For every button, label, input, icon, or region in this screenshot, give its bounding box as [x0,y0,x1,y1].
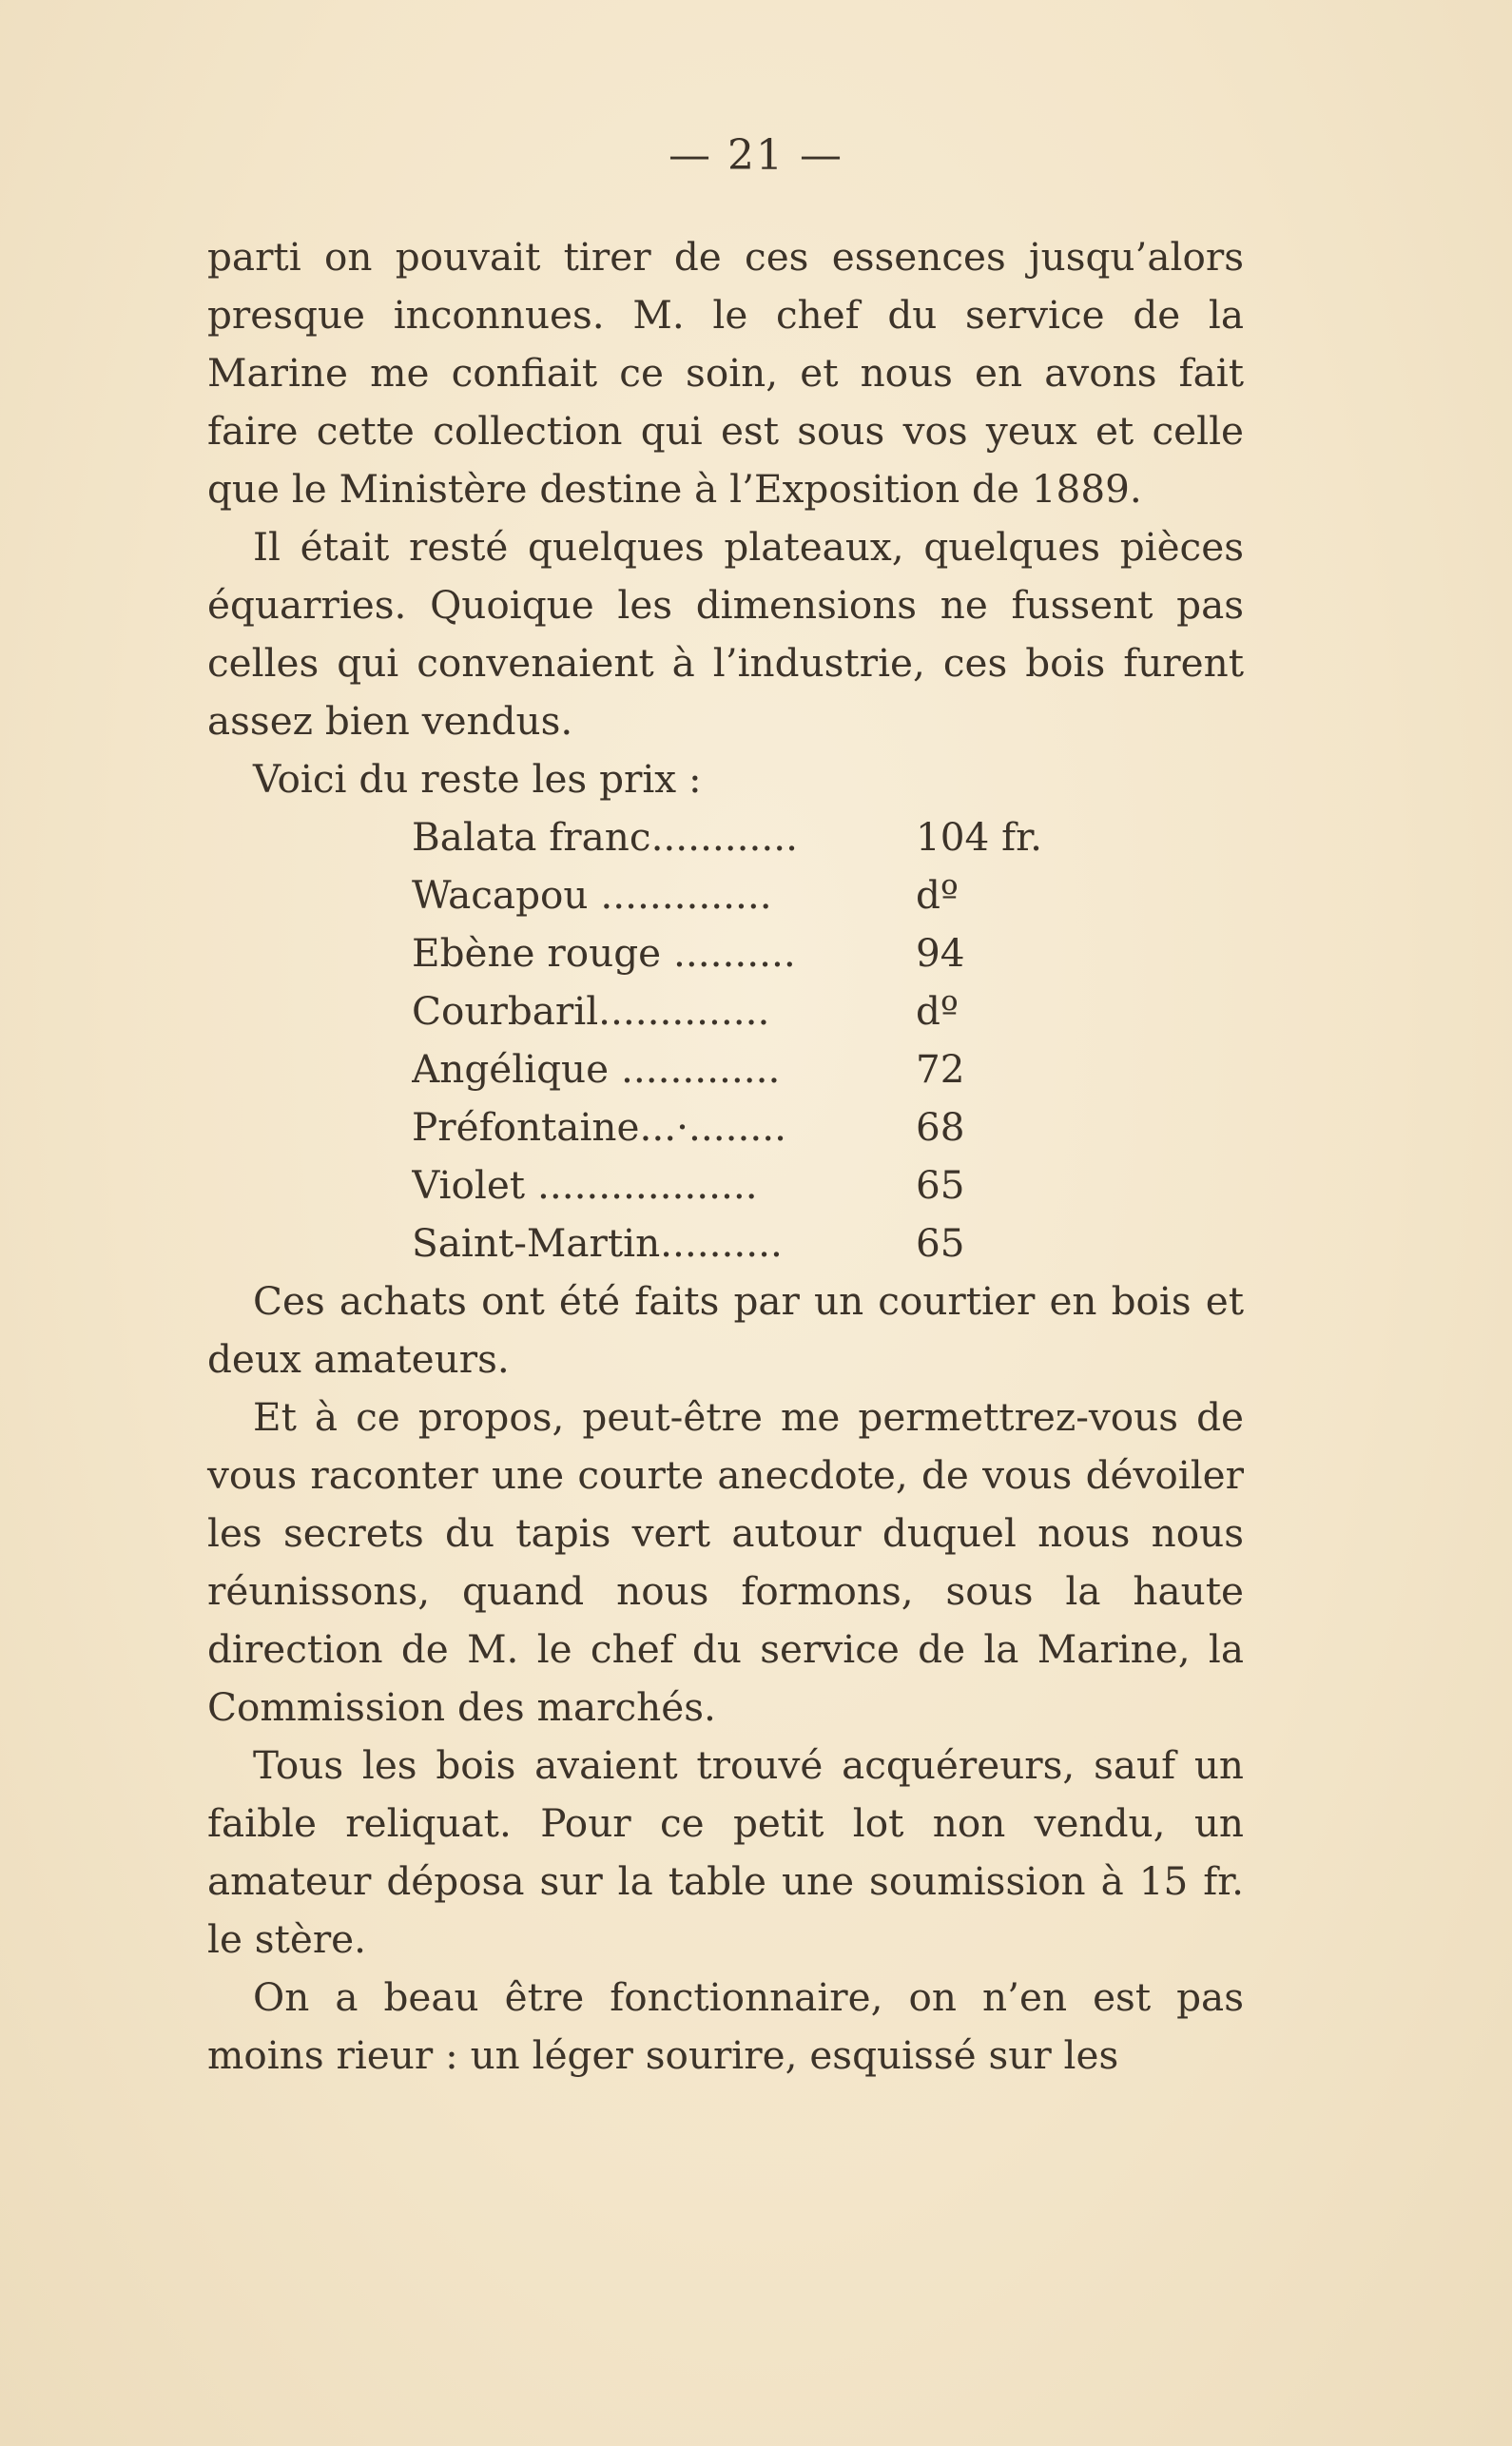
wood-price: 68 [916,1104,965,1150]
wood-price: 65 [916,1162,965,1208]
wood-price: dº [916,988,959,1034]
paragraph-5: Et à ce propos, peut-être me permettrez-vous de vous raconter une courte anecdote, de vous dévoiler les secrets du tapis vert autour duquel nous nous réunissons, quand nous formons, sous la haute direction de M. le chef du service de la Marine, la Commission des marchés. [207,1394,1244,1730]
price-row [207,1156,1244,1214]
price-row [207,1040,1244,1098]
wood-name: Préfontaine...·........ [412,1104,786,1150]
price-row [207,1098,1244,1156]
price-list [207,808,1244,1272]
wood-name: Violet .................. [412,1162,758,1208]
wood-name: Saint-Martin.......... [412,1220,783,1266]
wood-name: Courbaril.............. [412,988,770,1034]
paragraph-7: On a beau être fonctionnaire, on n’en est pas moins rieur : un léger sourire, esquissé sur les [207,1974,1244,2078]
body-text [207,228,1244,2085]
wood-price: 94 [916,930,965,976]
price-row [207,924,1244,982]
paragraph-3: Voici du reste les prix : [253,756,702,802]
paragraph-1: parti on pouvait tirer de ces essences jusqu’alors presque inconnues. M. le chef du service de la Marine me confiait ce soin, et nous en avons fait faire cette collection qui est sous vos yeux et celle que le Ministère destine à l’Exposition de 1889. [207,234,1244,512]
wood-name: Balata franc............ [412,814,799,860]
wood-name: Ebène rouge .......... [412,930,796,976]
page-number: — 21 — [669,131,843,180]
price-row [207,1214,1244,1272]
wood-price: 65 [916,1220,965,1266]
price-row [207,866,1244,924]
paragraph-6: Tous les bois avaient trouvé acquéreurs, sauf un faible reliquat. Pour ce petit lot non vendu, un amateur déposa sur la table une soumission à 15 fr. le stère. [207,1742,1244,1962]
wood-price: 72 [916,1046,965,1092]
wood-name: Wacapou .............. [412,872,772,918]
paragraph-2: Il était resté quelques plateaux, quelques pièces équarries. Quoique les dimensions ne fussent pas celles qui convenaient à l’industrie, ces bois furent assez bien vendus. [207,524,1244,744]
wood-name: Angélique ............. [412,1046,781,1092]
wood-price: dº [916,872,959,918]
price-row [207,982,1244,1040]
paragraph-4: Ces achats ont été faits par un courtier en bois et deux amateurs. [207,1278,1244,1382]
price-row [207,808,1244,866]
wood-price: 104 fr. [916,814,1042,860]
